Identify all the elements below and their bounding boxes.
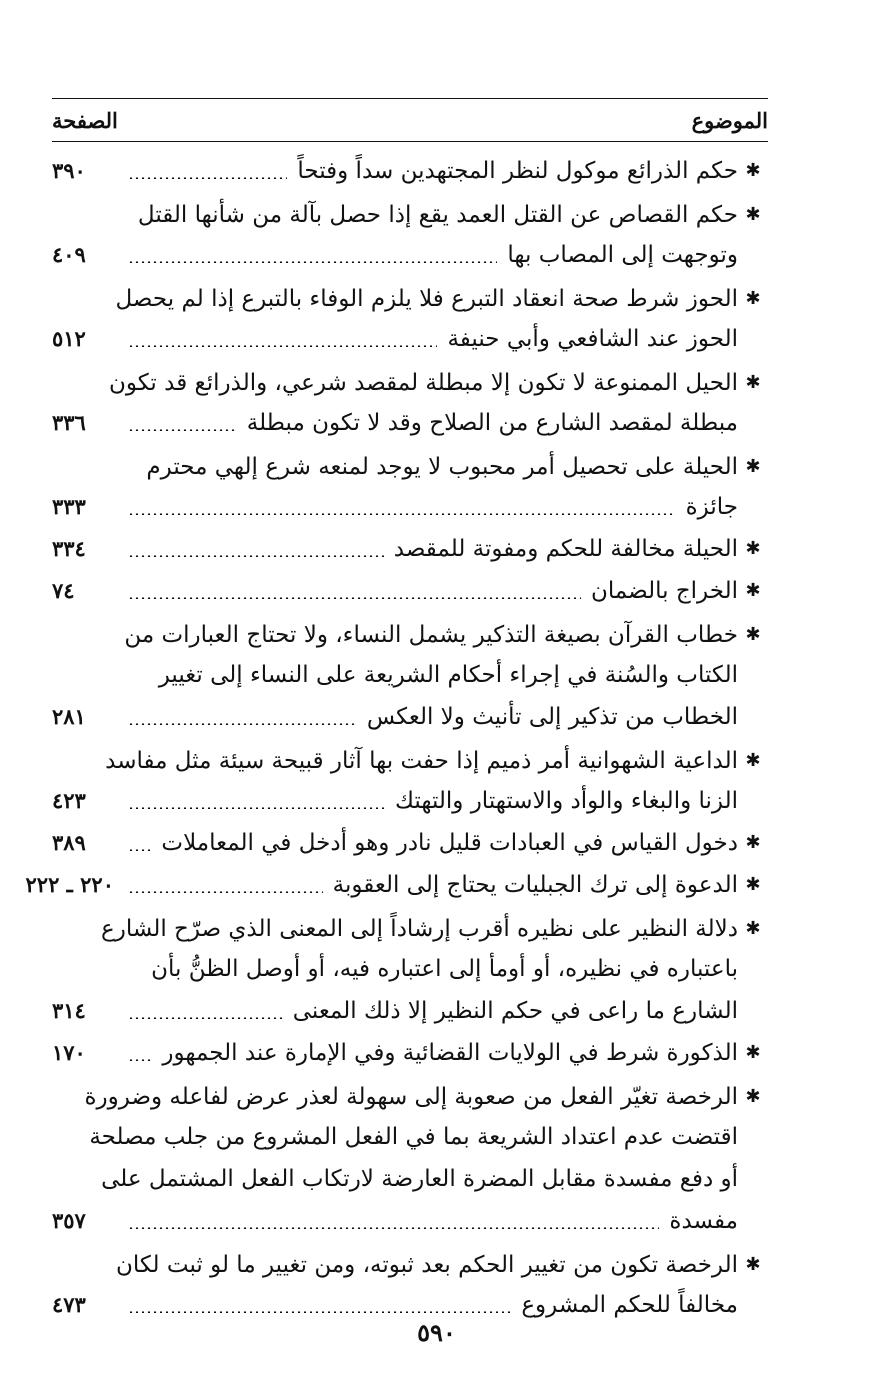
leader-dots <box>128 177 287 179</box>
entry-text-run: الداعية الشهوانية أمر ذميم إذا حفت بها آثار قبيحة سيئة مثل مفاسد <box>105 748 738 774</box>
bullet-star-icon: ✱ <box>745 580 761 601</box>
leader-dots <box>128 723 357 725</box>
entry-line <box>52 234 768 276</box>
bullet-star-icon: ✱ <box>745 204 761 225</box>
entry-page-number: ١٧٠ <box>52 1040 86 1065</box>
entry-line <box>52 360 768 402</box>
entry-text <box>116 278 768 320</box>
index-entry <box>52 192 768 276</box>
entry-text <box>101 908 768 950</box>
entry-text-run: جائزة <box>685 494 738 520</box>
index-entry <box>52 1074 768 1242</box>
entry-text <box>367 696 738 738</box>
entry-text-run: دلالة النظير على نظيره أقرب إرشاداً إلى المعنى الذي صرّح الشارع <box>100 916 738 942</box>
index-entry <box>52 444 768 528</box>
entry-line <box>52 780 768 822</box>
entry-line <box>52 612 768 654</box>
entry-page-number: ٢٨١ <box>52 704 86 729</box>
entry-text-run: الخراج بالضمان <box>590 578 738 604</box>
entry-text-run: مفسدة <box>669 1208 738 1234</box>
entry-text-run: الرخصة تكون من تغيير الحكم بعد ثبوته، ومن تغيير ما لو ثبت لكان <box>115 1252 738 1278</box>
entry-text <box>116 1244 768 1286</box>
entry-page-number: ٢٢٠ ـ ٢٢٢ <box>25 872 114 897</box>
leader-dots <box>128 1059 152 1061</box>
index-entry <box>52 528 768 570</box>
leader-dots <box>128 513 676 515</box>
entry-text <box>293 990 738 1032</box>
entry-text-run: أو دفع مفسدة مقابل المضرة العارضة لارتكاب الفعل المشتمل على <box>101 1166 738 1192</box>
entry-text-run: اقتضت عدم اعتداد الشريعة بما في الفعل المشروع من جلب مصلحة <box>89 1124 738 1150</box>
entry-line <box>52 906 768 948</box>
entry-text-run: وتوجهت إلى المصاب بها <box>507 242 738 268</box>
entry-line <box>52 1200 768 1242</box>
leader-dots <box>128 429 237 431</box>
index-entry <box>52 1032 768 1074</box>
index-entry <box>52 1242 768 1326</box>
index-entry <box>52 822 768 864</box>
entry-page-number: ٣١٤ <box>52 998 86 1023</box>
footer-page-number: ٥٩٠ <box>417 1318 456 1347</box>
bullet-star-icon: ✱ <box>745 624 761 645</box>
entry-text-run: الزنا والبغاء والوأد والاستهتار والتهتك <box>395 788 738 814</box>
entry-line <box>52 654 768 696</box>
entry-text <box>591 570 768 612</box>
entry-text-run: الحيلة مخالفة للحكم ومفوتة للمقصد <box>393 536 738 562</box>
entry-line <box>52 402 768 444</box>
page-column-label: الصفحة <box>52 107 118 133</box>
header-bottom-rule <box>52 141 768 142</box>
entry-text <box>333 864 768 906</box>
entry-line <box>52 1116 768 1158</box>
index-header <box>52 99 768 141</box>
index-page <box>25 98 768 1326</box>
bullet-star-icon: ✱ <box>745 832 761 853</box>
entry-text <box>395 780 738 822</box>
entry-line <box>52 1074 768 1116</box>
bullet-star-icon: ✱ <box>745 372 761 393</box>
entry-text-run: خطاب القرآن بصيغة التذكير يشمل النساء، ولا تحتاج العبارات من <box>124 622 738 648</box>
entry-line <box>52 738 768 780</box>
entry-text <box>124 614 768 656</box>
topic-column-label: الموضوع <box>691 107 768 133</box>
entry-page-number: ٣٣٤ <box>52 536 86 561</box>
entry-text <box>161 822 768 864</box>
entry-text-run: الشارع ما راعى في حكم النظير إلا ذلك المعنى <box>292 998 738 1024</box>
entry-line <box>52 570 768 612</box>
leader-dots <box>128 849 151 851</box>
entry-line <box>52 1242 768 1284</box>
entry-text <box>109 362 768 404</box>
index-entry <box>52 906 768 1032</box>
entry-text-run: الدعوة إلى ترك الجبليات يحتاج إلى العقوبة <box>332 872 738 898</box>
entry-text <box>146 446 768 488</box>
index-entry <box>52 738 768 822</box>
entry-text <box>162 1032 768 1074</box>
entry-text-run: الحيلة على تحصيل أمر محبوب لا يوجد لمنعه شرع إلهي محترم <box>146 454 738 480</box>
bullet-star-icon: ✱ <box>745 538 761 559</box>
entry-text <box>84 1076 768 1118</box>
entry-text-run: مخالفاً للحكم المشروع <box>521 1292 738 1318</box>
entry-text <box>394 528 768 570</box>
bullet-star-icon: ✱ <box>745 288 761 309</box>
entry-text <box>686 486 738 528</box>
leader-dots <box>128 1017 283 1019</box>
entry-text-run: الكتاب والسُنة في إجراء أحكام الشريعة على النساء إلى تغيير <box>158 662 738 688</box>
entry-line <box>52 1032 768 1074</box>
leader-dots <box>128 891 323 893</box>
leader-dots <box>128 1227 659 1229</box>
bullet-star-icon: ✱ <box>745 750 761 771</box>
entry-line <box>52 318 768 360</box>
leader-dots <box>128 1311 511 1313</box>
entry-line <box>52 486 768 528</box>
entry-line <box>52 822 768 864</box>
entry-text-run: الحوز شرط صحة انعقاد التبرع فلا يلزم الوفاء بالتبرع إذا لم يحصل <box>115 286 738 312</box>
leader-dots <box>128 261 497 263</box>
entry-text <box>669 1200 738 1242</box>
index-entry <box>52 360 768 444</box>
entry-page-number: ٣٨٩ <box>52 830 86 855</box>
entry-page-number: ٤٢٣ <box>52 788 86 813</box>
bullet-star-icon: ✱ <box>745 1254 761 1275</box>
leader-dots <box>128 345 437 347</box>
entry-text-run: الخطاب من تذكير إلى تأنيث ولا العكس <box>366 704 738 730</box>
entry-text <box>159 654 738 696</box>
entry-text-run: مبطلة لمقصد الشارع من الصلاح وقد لا تكون مبطلة <box>246 410 738 436</box>
bullet-star-icon: ✱ <box>745 456 761 477</box>
entry-text <box>247 402 738 444</box>
entry-text <box>89 1116 738 1158</box>
index-entries <box>25 150 768 1326</box>
leader-dots <box>128 597 581 599</box>
leader-dots <box>128 555 384 557</box>
entry-line <box>52 696 768 738</box>
bullet-star-icon: ✱ <box>745 1086 761 1107</box>
entry-text-run: حكم الذرائع موكول لنظر المجتهدين سداً وفتحاً <box>297 158 738 184</box>
entry-line <box>52 150 768 192</box>
entry-page-number: ٤٠٩ <box>52 242 86 267</box>
entry-text <box>297 150 768 192</box>
bullet-star-icon: ✱ <box>745 918 761 939</box>
bullet-star-icon: ✱ <box>745 160 761 181</box>
index-entry <box>25 864 768 906</box>
entry-line <box>52 528 768 570</box>
entry-line <box>52 192 768 234</box>
entry-page-number: ٣٣٦ <box>52 410 86 435</box>
entry-text-run: الحيل الممنوعة لا تكون إلا مبطلة لمقصد شرعي، والذرائع قد تكون <box>108 370 738 396</box>
index-entry <box>52 570 768 612</box>
entry-text <box>507 234 738 276</box>
entry-text <box>101 1158 738 1200</box>
entry-text <box>138 194 768 236</box>
entry-text <box>151 948 738 990</box>
entry-page-number: ٣٩٠ <box>52 158 86 183</box>
entry-text-run: حكم القصاص عن القتل العمد يقع إذا حصل بآلة من شأنها القتل <box>137 202 738 228</box>
entry-line <box>52 948 768 990</box>
entry-text <box>447 318 738 360</box>
entry-page-number: ٤٧٣ <box>52 1292 86 1317</box>
entry-text <box>105 740 768 782</box>
entry-page-number: ٧٤ <box>52 578 75 603</box>
bullet-star-icon: ✱ <box>745 874 761 895</box>
entry-line <box>52 276 768 318</box>
entry-page-number: ٣٣٣ <box>52 494 86 519</box>
entry-line <box>52 1158 768 1200</box>
entry-line <box>52 990 768 1032</box>
entry-page-number: ٥١٢ <box>52 326 86 351</box>
entry-line <box>52 444 768 486</box>
bullet-star-icon: ✱ <box>745 1042 761 1063</box>
index-entry <box>52 150 768 192</box>
index-entry <box>52 612 768 738</box>
entry-text-run: الرخصة تغيّر الفعل من صعوبة إلى سهولة لعذر عرض لفاعله وضرورة <box>84 1084 738 1110</box>
index-entry <box>52 276 768 360</box>
entry-text-run: الحوز عند الشافعي وأبي حنيفة <box>447 326 738 352</box>
entry-line <box>25 864 768 906</box>
entry-text-run: باعتباره في نظيره، أو أومأ إلى اعتباره فيه، أو أوصل الظنُّ بأن <box>151 956 738 982</box>
leader-dots <box>128 807 385 809</box>
entry-page-number: ٣٥٧ <box>52 1208 86 1233</box>
entry-text-run: الذكورة شرط في الولايات القضائية وفي الإمارة عند الجمهور <box>162 1040 738 1066</box>
entry-text-run: دخول القياس في العبادات قليل نادر وهو أدخل في المعاملات <box>161 830 738 856</box>
